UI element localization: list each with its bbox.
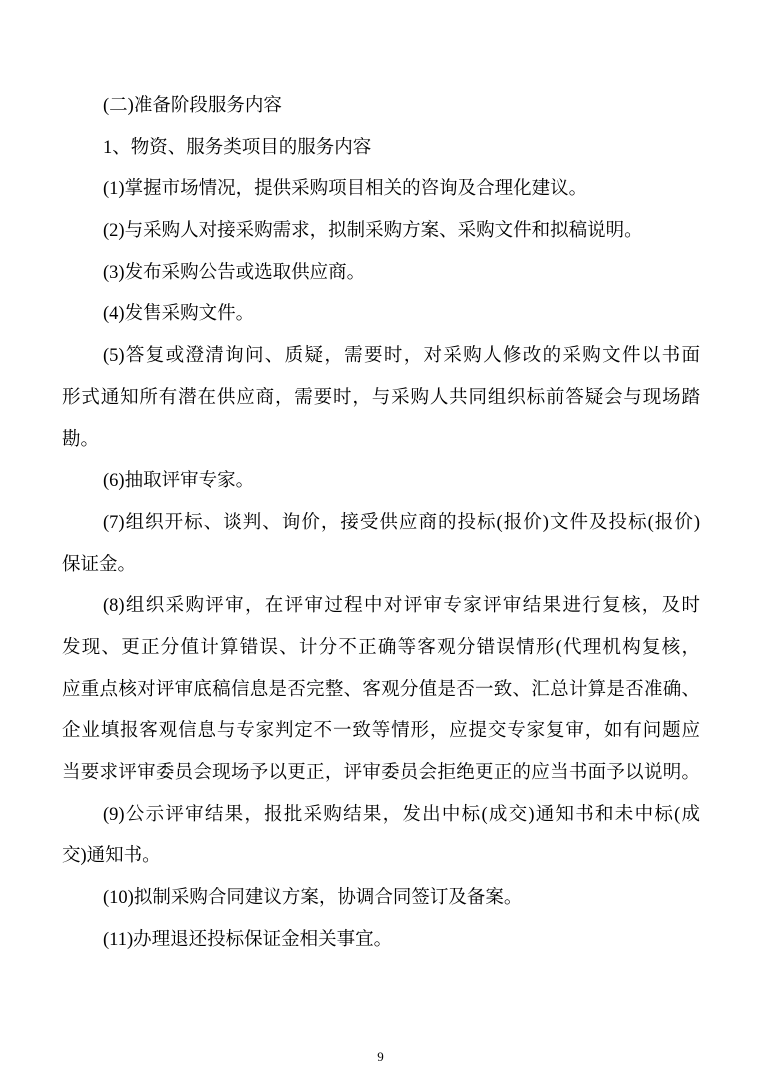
text-line: 交)通知书。	[62, 846, 161, 867]
text-line: 发现、更正分值计算错误、计分不正确等客观分错误情形(代理机构复核，	[62, 637, 700, 658]
subsection-heading: 1、物资、服务类项目的服务内容	[103, 137, 372, 158]
text-line: 企业填报客观信息与专家判定不一致等情形，应提交专家复审，如有问题应	[62, 721, 700, 742]
text-line: (2)与采购人对接采购需求，拟制采购方案、采购文件和拟稿说明。	[103, 221, 643, 242]
document-body	[62, 86, 700, 961]
text-line: (8)组织采购评审，在评审过程中对评审专家评审结果进行复核，及时	[103, 596, 700, 617]
text-line: (10)拟制采购合同建议方案，协调合同签订及备案。	[103, 888, 523, 909]
text-line: 应重点核对评审底稿信息是否完整、客观分值是否一致、汇总计算是否准确、	[62, 679, 700, 700]
text-line: 保证金。	[62, 554, 137, 575]
text-line: (3)发布采购公告或选取供应商。	[103, 262, 366, 283]
text-line: (9)公示评审结果，报批采购结果，发出中标(成交)通知书和未中标(成	[103, 804, 700, 825]
text-line: 形式通知所有潜在供应商，需要时，与采购人共同组织标前答疑会与现场踏	[62, 387, 700, 408]
text-line: (7)组织开标、谈判、询价，接受供应商的投标(报价)文件及投标(报价)	[103, 512, 700, 533]
text-line: (5)答复或澄清询问、质疑，需要时，对采购人修改的采购文件以书面	[103, 346, 700, 367]
text-line: 勘。	[62, 429, 100, 450]
page-number: 9	[377, 1049, 384, 1064]
text-line: (4)发售采购文件。	[103, 304, 255, 325]
text-line: (6)抽取评审专家。	[103, 471, 255, 492]
section-heading: (二)准备阶段服务内容	[103, 96, 282, 116]
text-line: 当要求评审委员会现场予以更正，评审委员会拒绝更正的应当书面予以说明。	[62, 763, 700, 783]
text-line: (1)掌握市场情况，提供采购项目相关的咨询及合理化建议。	[103, 179, 588, 200]
text-line: (11)办理退还投标保证金相关事宜。	[103, 929, 393, 950]
